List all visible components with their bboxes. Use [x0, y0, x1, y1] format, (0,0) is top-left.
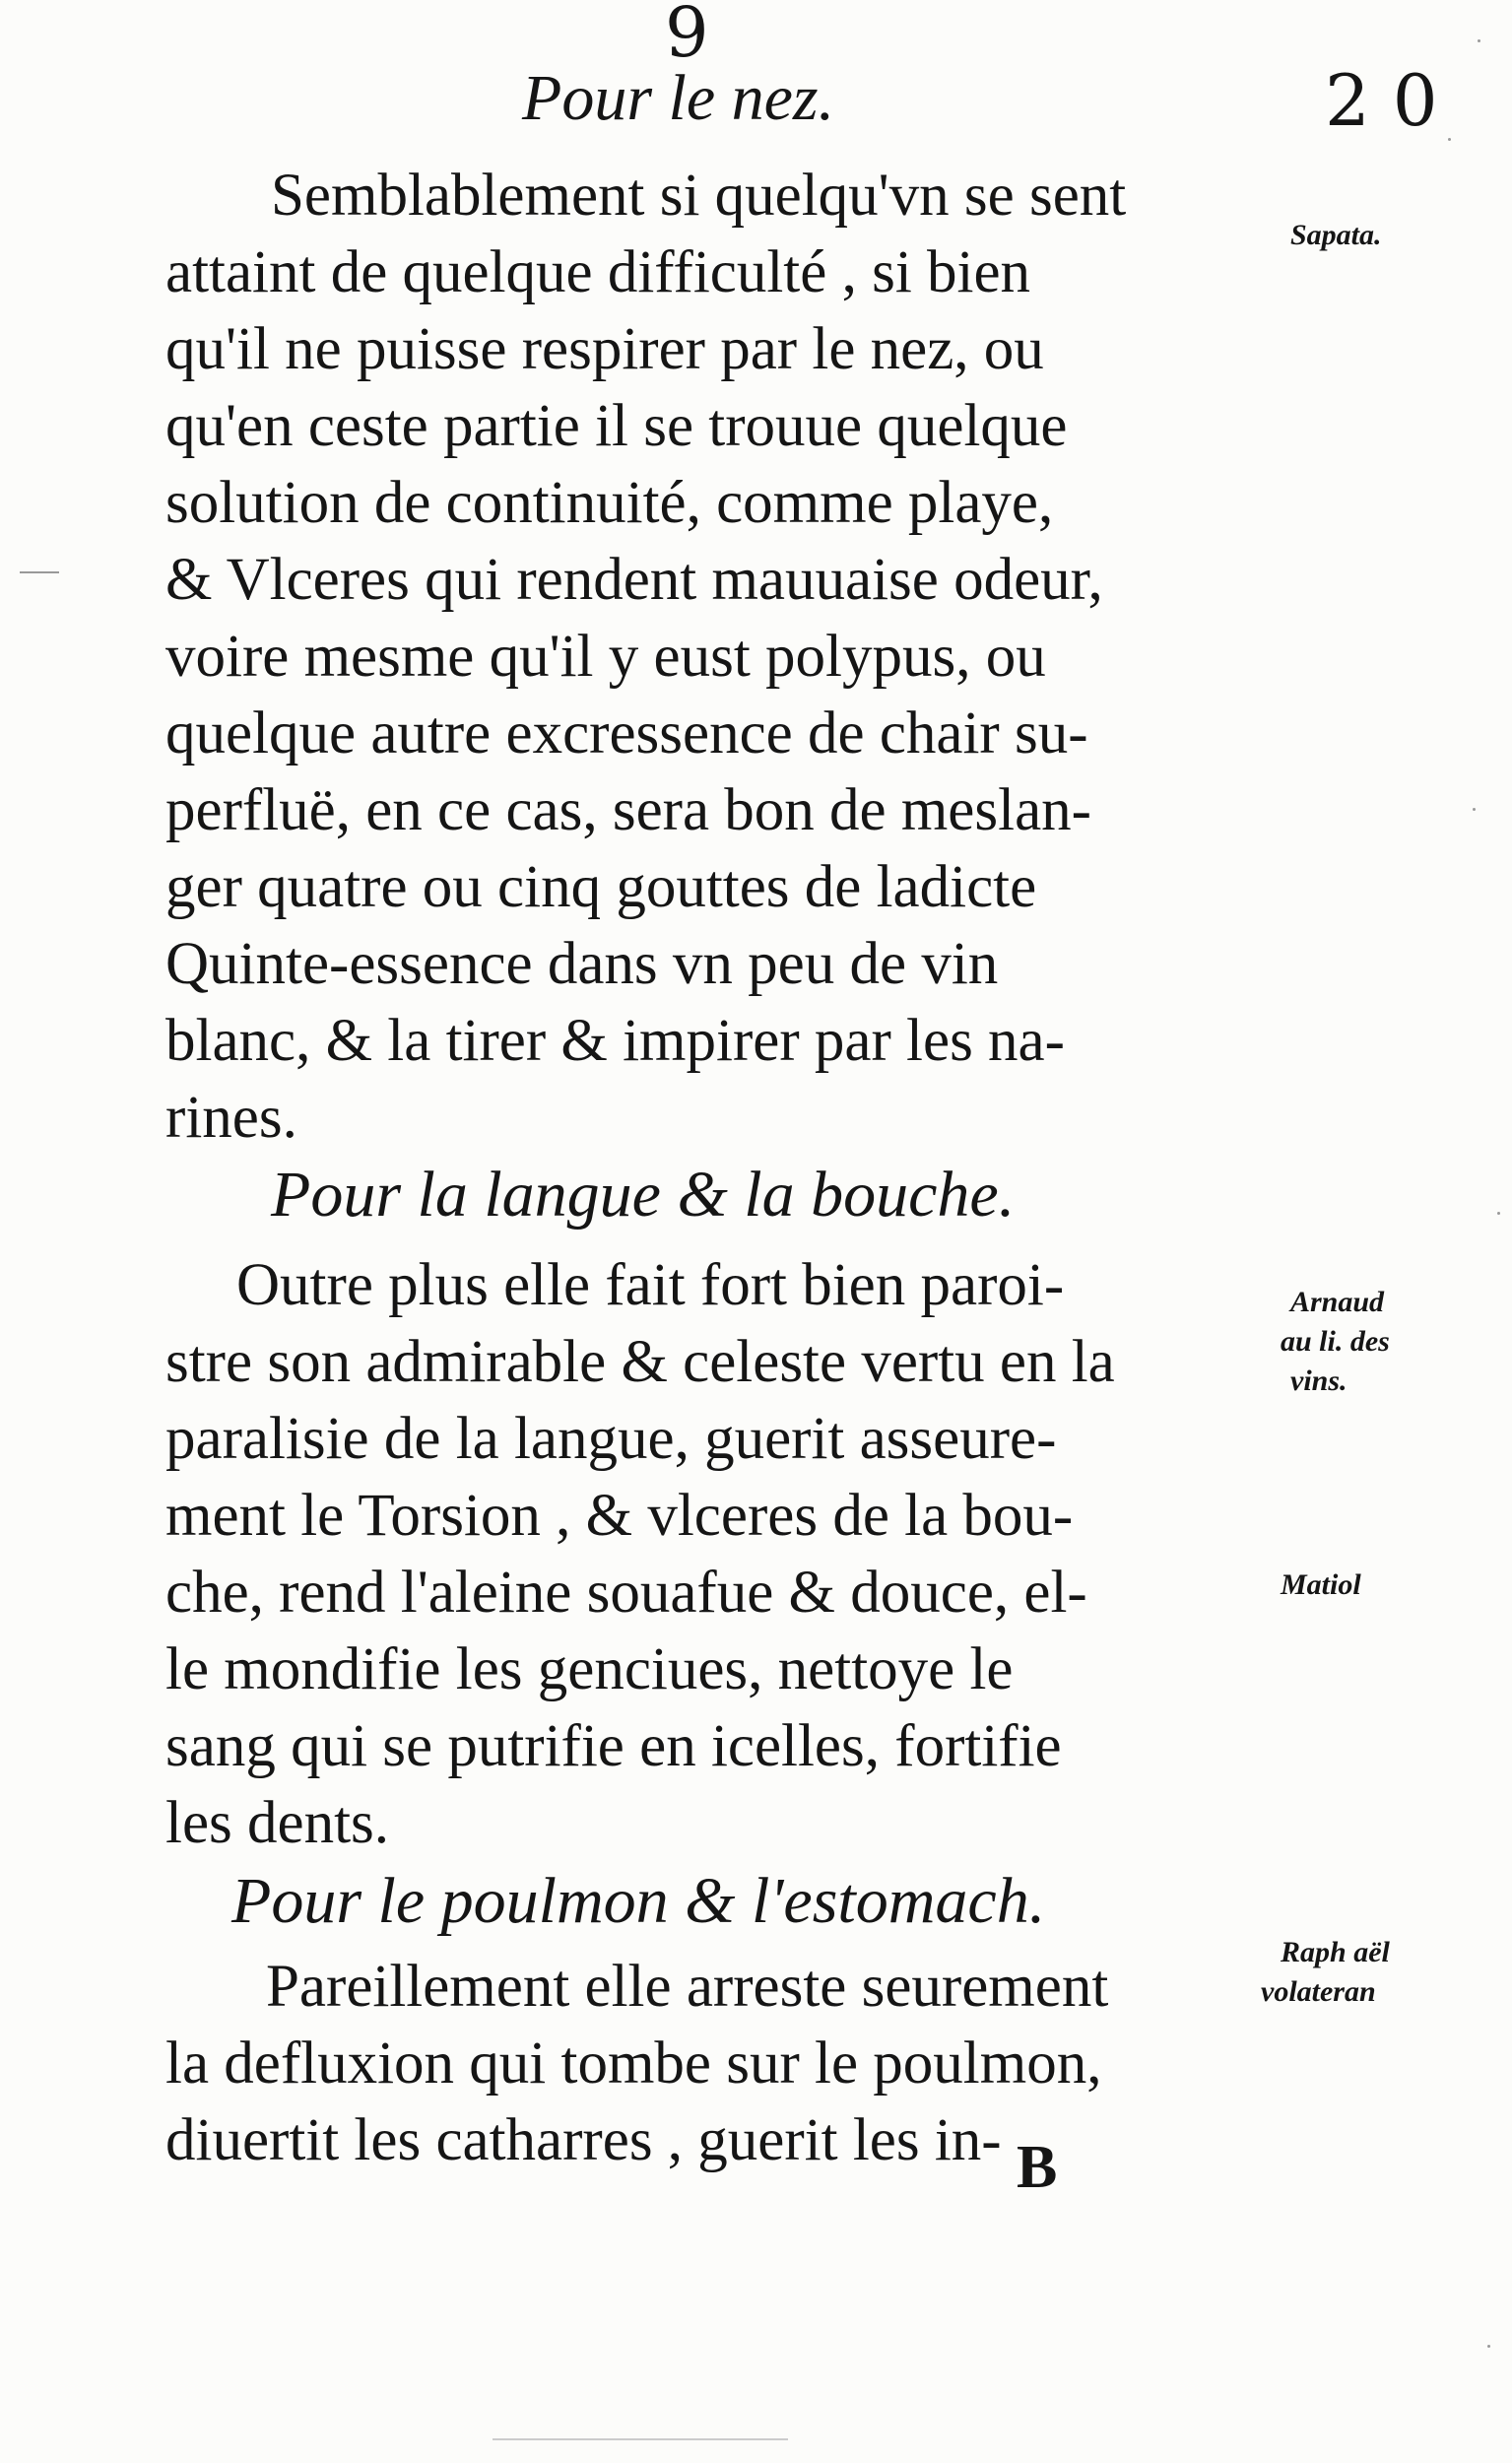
text-line: le mondifie les genciues, nettoye le: [165, 1636, 1014, 1702]
text-line: & Vlceres qui rendent mauuaise odeur,: [165, 547, 1103, 613]
text-line: solution de continuité, comme playe,: [165, 470, 1054, 536]
margin-note: au li. des: [1281, 1325, 1390, 1358]
scan-mark: [493, 2438, 788, 2440]
margin-note: vins.: [1290, 1365, 1348, 1397]
text-line: perfluë, en ce cas, sera bon de meslan-: [165, 777, 1091, 843]
folio-number: 2 0: [1325, 59, 1438, 142]
text-line: stre son admirable & celeste vertu en la: [165, 1329, 1115, 1395]
margin-note: volateran: [1261, 1975, 1376, 2008]
signature-number: 9: [665, 0, 709, 73]
margin-note: Matiol: [1281, 1568, 1361, 1601]
text-line: Outre plus elle fait fort bien paroi-: [236, 1252, 1065, 1318]
text-line: qu'en ceste partie il se trouue quelque: [165, 393, 1068, 459]
section-heading-lung: Pour le poulmon & l'estomach.: [231, 1865, 1046, 1937]
catchword: B: [1017, 2134, 1058, 2201]
margin-note: Sapata.: [1290, 219, 1382, 251]
text-line: qu'il ne puisse respirer par le nez, ou: [165, 316, 1044, 382]
text-line: Pareillement elle arreste seurement: [266, 1954, 1109, 2020]
text-line: ment le Torsion , & vlceres de la bou-: [165, 1483, 1074, 1549]
text-line: voire mesme qu'il y eust polypus, ou: [165, 624, 1046, 690]
scan-speck: [1478, 39, 1480, 42]
text-line: blanc, & la tirer & impirer par les na-: [165, 1008, 1065, 1074]
text-line: Semblablement si quelqu'vn se sent: [271, 163, 1127, 229]
scan-speck: [1473, 808, 1476, 811]
text-line: rines.: [165, 1085, 297, 1151]
text-line: diuertit les catharres , guerit les in-: [165, 2107, 1002, 2173]
text-line: sang qui se putrifie en icelles, fortifie: [165, 1713, 1062, 1779]
text-line: attaint de quelque difficulté , si bien: [165, 239, 1031, 305]
margin-note: Arnaud: [1290, 1286, 1385, 1318]
text-line: la defluxion qui tombe sur le poulmon,: [165, 2030, 1102, 2097]
text-line: Quinte-essence dans vn peu de vin: [165, 931, 999, 997]
text-line: les dents.: [165, 1790, 390, 1856]
text-line: paralisie de la langue, guerit asseure-: [165, 1406, 1057, 1472]
section-heading-nose: Pour le nez.: [522, 62, 835, 134]
scan-speck: [1497, 1212, 1500, 1215]
margin-note: Raph aël: [1281, 1936, 1390, 1968]
text-line: che, rend l'aleine souafue & douce, el-: [165, 1560, 1087, 1626]
text-line: ger quatre ou cinq gouttes de ladicte: [165, 854, 1037, 920]
scan-mark: [20, 571, 59, 573]
text-line: quelque autre excressence de chair su-: [165, 700, 1088, 766]
scan-speck: [1487, 2345, 1490, 2348]
section-heading-tongue: Pour la langue & la bouche.: [271, 1159, 1016, 1231]
scan-speck: [1448, 138, 1451, 141]
